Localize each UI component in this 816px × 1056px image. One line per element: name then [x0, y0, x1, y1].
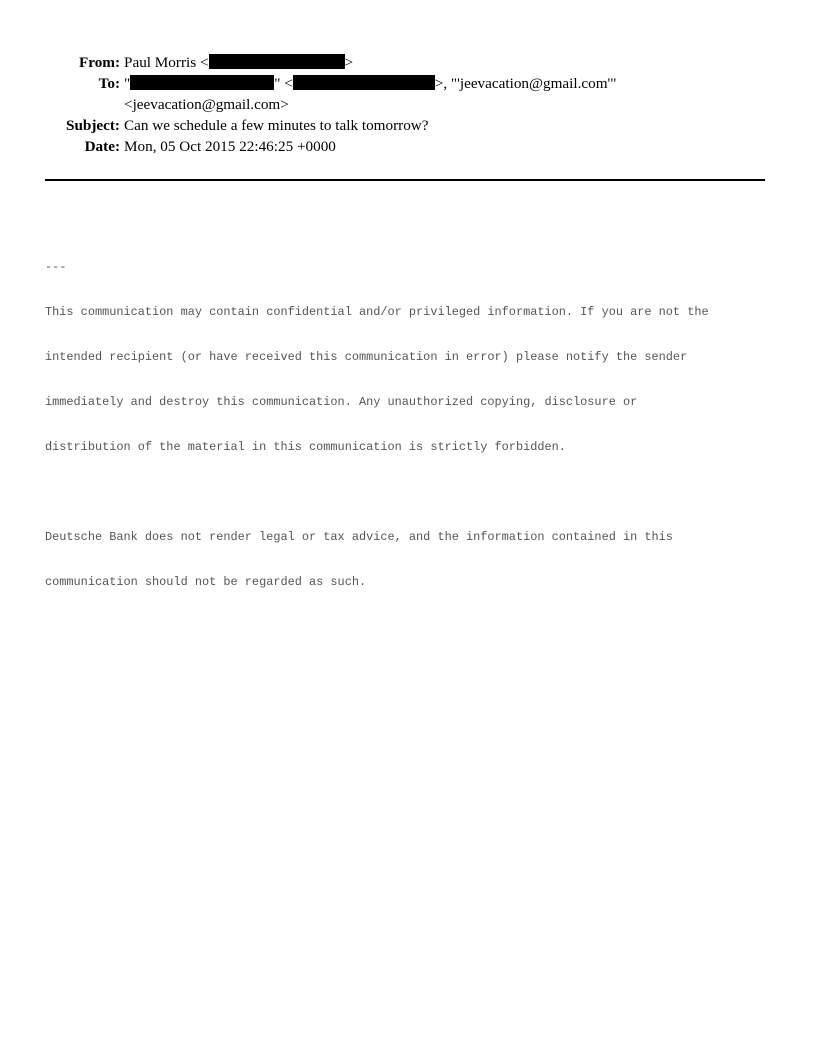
- email-body: [45, 230, 785, 620]
- to-row: [0, 73, 816, 115]
- from-label: From:: [78, 54, 120, 71]
- advice-line: Deutsche Bank does not render legal or tax advice, and the information contained in this: [45, 530, 673, 544]
- redaction-block: [293, 75, 435, 90]
- from-name: Paul Morris <: [124, 54, 209, 71]
- from-end: >: [344, 54, 354, 71]
- disclaimer-line: This communication may contain confidential and/or privileged information. If you are not the: [45, 305, 709, 319]
- disclaimer-line: distribution of the material in this communication is strictly forbidden.: [45, 440, 566, 454]
- email-headers: [0, 52, 816, 157]
- date-label: Date:: [84, 138, 120, 155]
- subject-value: Can we schedule a few minutes to talk tomorrow?: [124, 117, 429, 134]
- subject-row: [0, 115, 816, 136]
- redaction-block: [209, 54, 345, 69]
- to-label: To:: [98, 75, 120, 92]
- to-rest: >, "'jeevacation@gmail.com'": [434, 75, 617, 92]
- subject-label: Subject:: [66, 117, 120, 134]
- date-value: Mon, 05 Oct 2015 22:46:25 +0000: [124, 138, 336, 155]
- paragraph-gap: [45, 485, 785, 500]
- date-row: [0, 136, 816, 157]
- from-value: [120, 52, 644, 73]
- advice-line: communication should not be regarded as such.: [45, 575, 367, 589]
- disclaimer-line: intended recipient (or have received this communication in error) please notify the sender: [45, 350, 688, 364]
- redaction-block: [130, 75, 274, 90]
- from-row: [0, 52, 816, 73]
- disclaimer-line: immediately and destroy this communication. Any unauthorized copying, disclosure or: [45, 395, 638, 409]
- to-line2: <jeevacation@gmail.com>: [124, 96, 289, 113]
- header-divider: [45, 179, 765, 181]
- to-mid: " <: [274, 75, 293, 92]
- separator-line: ---: [45, 260, 67, 274]
- to-open-quote: ": [124, 75, 131, 92]
- to-value: [120, 73, 644, 115]
